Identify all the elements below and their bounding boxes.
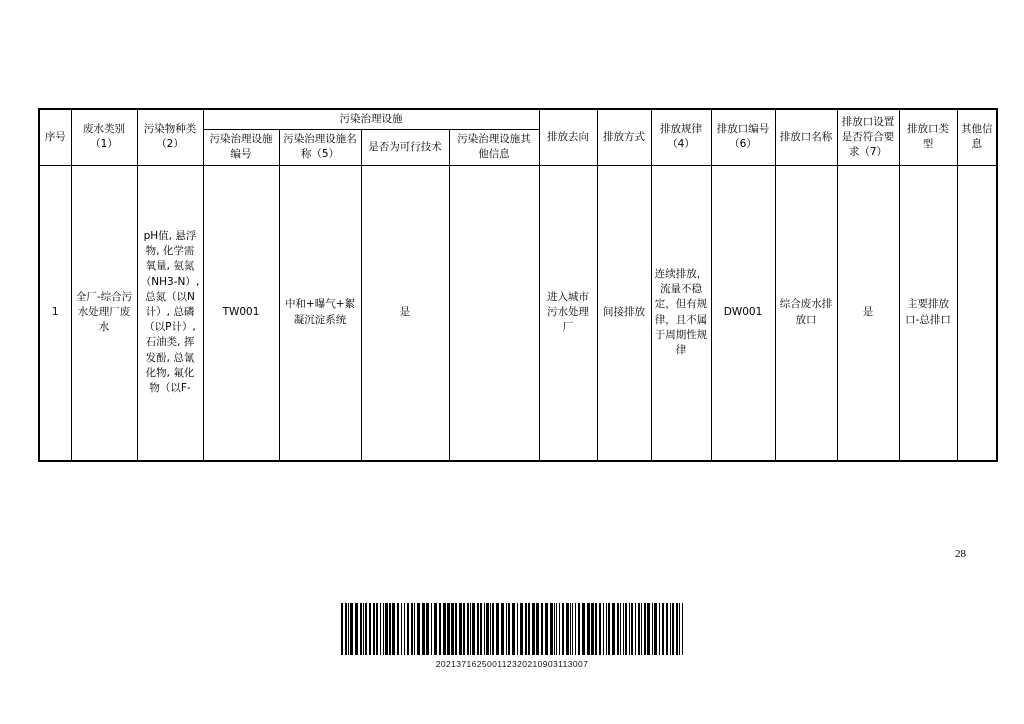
cell-seq: 1 — [39, 165, 71, 461]
cell-facility-other — [449, 165, 539, 461]
header-wastewater-type: 废水类别（1） — [71, 109, 137, 165]
barcode-image — [341, 603, 684, 655]
cell-outlet-name: 综合废水排放口 — [775, 165, 837, 461]
cell-facility-code: TW001 — [203, 165, 279, 461]
cell-is-feasible: 是 — [361, 165, 449, 461]
emission-table — [38, 108, 998, 462]
header-facility-name: 污染治理设施名称（5） — [279, 130, 361, 165]
header-outlet-requirement: 排放口设置是否符合要求（7） — [837, 109, 899, 165]
header-outlet-name: 排放口名称 — [775, 109, 837, 165]
table-header-row-group — [39, 109, 997, 130]
table-row — [39, 165, 997, 461]
cell-outlet-requirement: 是 — [837, 165, 899, 461]
header-pollutant-type: 污染物种类（2） — [137, 109, 203, 165]
header-outlet-type: 排放口类型 — [899, 109, 957, 165]
header-seq: 序号 — [39, 109, 71, 165]
header-other-info: 其他信息 — [957, 109, 997, 165]
cell-discharge-way: 间接排放 — [597, 165, 651, 461]
header-facility-other: 污染治理设施其他信息 — [449, 130, 539, 165]
header-group-treatment-facility: 污染治理设施 — [203, 109, 539, 130]
cell-outlet-code: DW001 — [711, 165, 775, 461]
cell-other-info — [957, 165, 997, 461]
cell-pollutant-type: pH值, 悬浮物, 化学需氧量, 氨氮（NH3-N）, 总氮（以N计）, 总磷（以P计）, 石油类, 挥发酚, 总氰化物, 氟化物（以F- — [137, 165, 203, 461]
header-facility-code: 污染治理设施编号 — [203, 130, 279, 165]
page-number: 28 — [955, 548, 966, 560]
cell-discharge-destination: 进入城市污水处理厂 — [539, 165, 597, 461]
header-discharge-way: 排放方式 — [597, 109, 651, 165]
header-is-feasible: 是否为可行技术 — [361, 130, 449, 165]
barcode-area — [0, 588, 1024, 669]
cell-outlet-type: 主要排放口-总排口 — [899, 165, 957, 461]
cell-discharge-rule: 连续排放，流量不稳定，但有规律，且不属于周期性规律 — [651, 165, 711, 461]
header-discharge-destination: 排放去向 — [539, 109, 597, 165]
emission-table-container — [38, 108, 993, 462]
barcode-number: 202137162500112320210903113007 — [435, 659, 589, 669]
header-outlet-code: 排放口编号（6） — [711, 109, 775, 165]
cell-facility-name: 中和+曝气+絮凝沉淀系统 — [279, 165, 361, 461]
cell-wastewater-type: 全厂-综合污水处理厂废水 — [71, 165, 137, 461]
table-header — [39, 109, 997, 165]
header-discharge-rule: 排放规律（4） — [651, 109, 711, 165]
table-body — [39, 165, 997, 461]
